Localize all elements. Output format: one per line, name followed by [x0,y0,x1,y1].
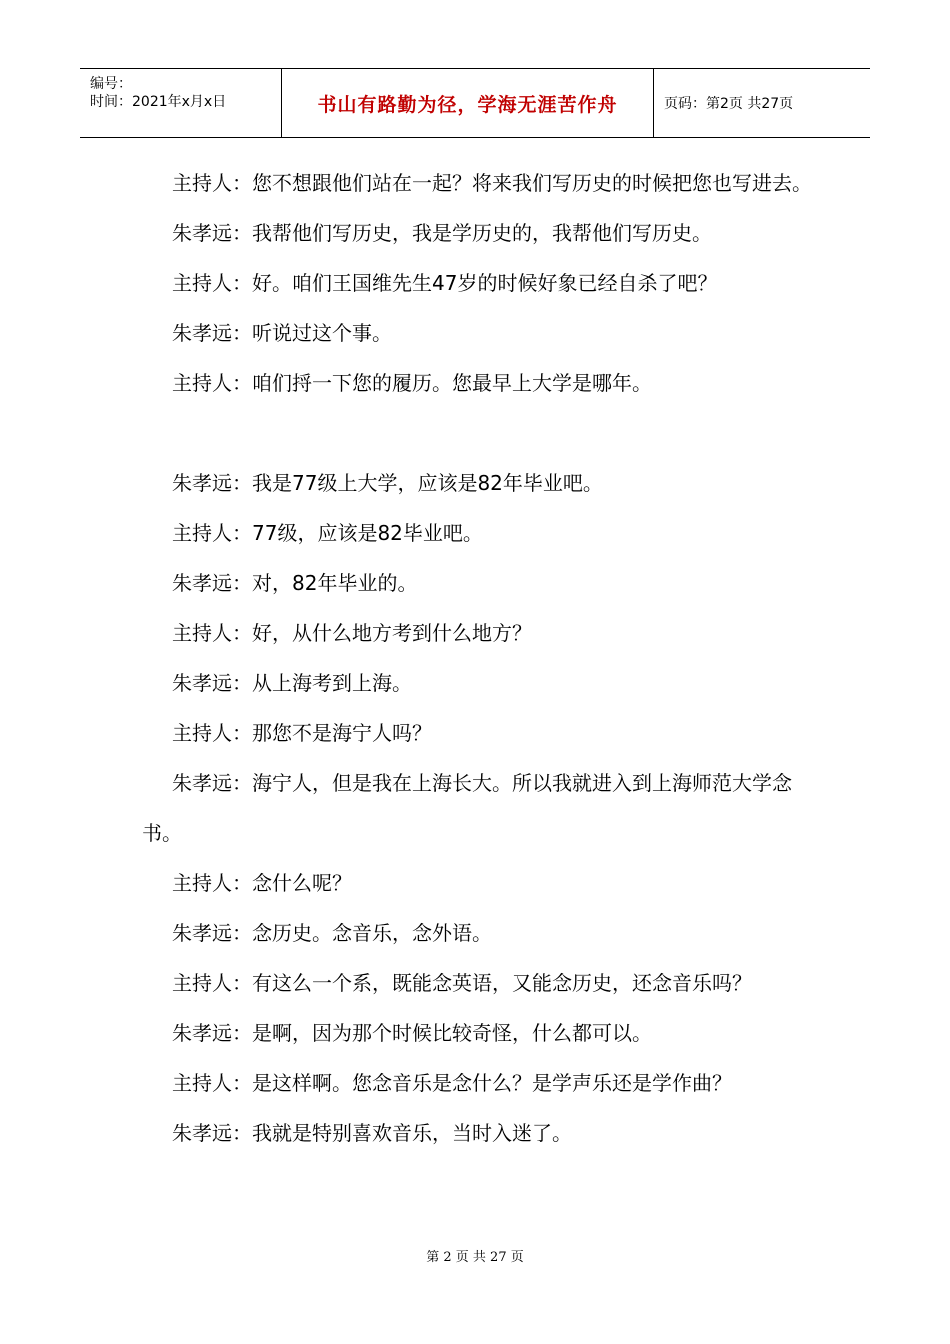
paragraph: 朱孝远：念历史。念音乐，念外语。 [172,921,492,945]
paragraph: 朱孝远：是啊，因为那个时候比较奇怪，什么都可以。 [172,1021,652,1045]
paragraph: 朱孝远：我帮他们写历史，我是学历史的，我帮他们写历史。 [172,221,712,245]
paragraph: 朱孝远：我是77级上大学，应该是82年毕业吧。 [172,471,603,495]
paragraph: 朱孝远：从上海考到上海。 [172,671,412,695]
header-meta-cell [80,69,282,137]
paragraph: 主持人：77级，应该是82毕业吧。 [172,521,483,545]
paragraph: 主持人：念什么呢？ [172,871,352,895]
paragraph: 主持人：咱们捋一下您的履历。您最早上大学是哪年。 [172,371,652,395]
document-time-label: 时间：2021年x月x日 [90,94,227,110]
paragraph: 主持人：那您不是海宁人吗？ [172,721,432,745]
paragraph: 朱孝远：海宁人，但是我在上海长大。所以我就进入到上海师范大学念书。 [142,771,792,845]
header-page-info: 页码：第2页 共27页 [664,96,794,112]
document-body [142,158,812,1158]
paragraph: 主持人：有这么一个系，既能念英语，又能念历史，还念音乐吗？ [172,971,752,995]
page-header [80,68,870,138]
paragraph: 主持人：好。咱们王国维先生47岁的时候好象已经自杀了吧？ [172,271,718,295]
document-number-label: 编号： [90,76,132,92]
paragraph: 主持人：您不想跟他们站在一起？将来我们写历史的时候把您也写进去。 [172,171,812,195]
page-footer: 第 2 页 共 27 页 [426,1250,524,1265]
header-page-cell [654,69,870,137]
paragraph: 主持人：是这样啊。您念音乐是念什么？是学声乐还是学作曲？ [172,1071,732,1095]
header-motto-cell [282,69,654,137]
paragraph: 朱孝远：对，82年毕业的。 [172,571,418,595]
header-motto: 书山有路勤为径，学海无涯苦作舟 [317,93,618,116]
paragraph: 主持人：好，从什么地方考到什么地方？ [172,621,532,645]
paragraph: 朱孝远：听说过这个事。 [172,321,392,345]
paragraph: 朱孝远：我就是特别喜欢音乐，当时入迷了。 [172,1121,572,1145]
